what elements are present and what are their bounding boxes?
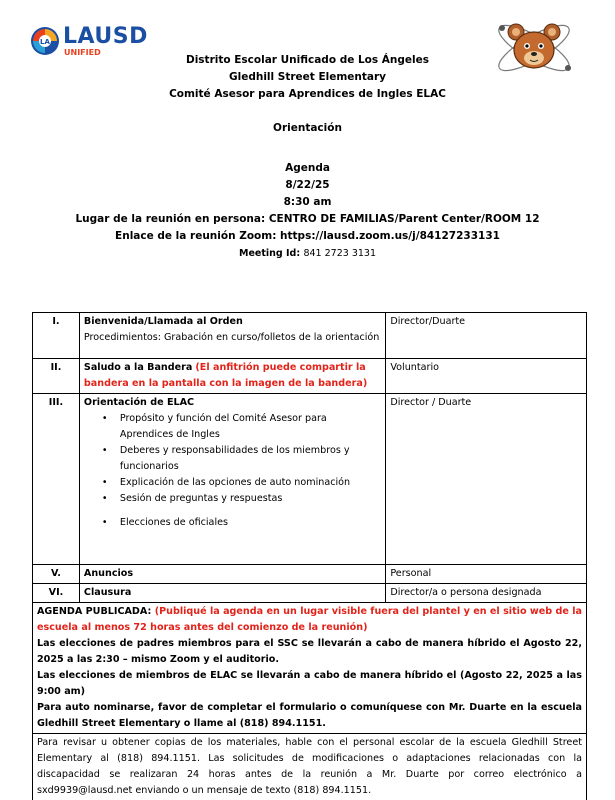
zoom-link[interactable]: Enlace de la reunión Zoom: https://lausd.zoom.us/j/84127233131 — [115, 230, 500, 242]
item-presenter: Voluntario — [386, 359, 587, 394]
item-title: Saludo a la Bandera — [83, 362, 193, 373]
self-nomination: Para auto nominarse, favor de completar el formulario o comuníquese con Mr. Duarte en la escuela Gledhill Street Elementary o llame al (818) 894.1151. — [37, 702, 582, 729]
orientation-topics — [98, 411, 381, 531]
table-row — [33, 359, 587, 394]
item-number: I. — [33, 313, 80, 359]
table-row — [33, 584, 587, 603]
announcements-cell — [33, 603, 587, 734]
list-item: • Sesión de preguntas y respuestas — [98, 491, 381, 507]
posted-label: AGENDA PUBLICADA: — [37, 606, 152, 617]
district-name: Distrito Escolar Unificado de Los Ángeles — [185, 54, 430, 66]
posted-notice — [37, 604, 582, 636]
meeting-info — [0, 160, 615, 262]
item-detail: Procedimientos: Grabación en curso/folletos de la orientación — [83, 332, 380, 343]
table-row — [33, 313, 587, 359]
item-cell — [79, 313, 385, 359]
list-item: • Propósito y función del Comité Asesor para Aprendices de Ingles — [98, 411, 381, 443]
committee-name: Comité Asesor para Aprendices de Ingles ELAC — [169, 88, 446, 100]
meeting-id-label: Meeting Id: — [239, 248, 301, 259]
item-title: Clausura — [79, 584, 385, 603]
meeting-date: 8/22/25 — [285, 179, 330, 191]
item-presenter: Director/a o persona designada — [386, 584, 587, 603]
table-row — [33, 394, 587, 565]
elac-elections: Las elecciones de miembros de ELAC se llevarán a cabo de manera híbrido el (Agosto 22, 2025 a las 9:00 am) — [37, 670, 582, 697]
school-name: Gledhill Street Elementary — [228, 71, 387, 83]
table-row — [33, 734, 587, 800]
item-note: (El anfitrión puede compartir la bandera en la pantalla con la imagen de la bandera) — [83, 362, 368, 389]
item-number: VI. — [33, 584, 80, 603]
item-presenter: Personal — [386, 565, 587, 584]
materials-notice: Para revisar u obtener copias de los materiales, hable con el personal escolar de la escuela Gledhill Street Elementary al (818) 894.1151. Las solicitudes de modificaciones o adaptaciones relacionadas con la discapacidad se realizaran 24 horas antes de la reunión a Mr. Duarte por correo electrónico a sxd9939@lausd.net enviando o un mensaje de texto (818) 894.1151. — [33, 734, 587, 800]
ssc-elections: Las elecciones de padres miembros para el SSC se llevarán a cabo de manera híbrido el Agosto 22, 2025 a las 2:30 – mismo Zoom y el auditorio. — [37, 638, 582, 665]
list-item: • Explicación de las opciones de auto nominación — [98, 475, 381, 491]
table-row — [33, 603, 587, 734]
meeting-time: 8:30 am — [283, 196, 332, 208]
list-item: • Elecciones de oficiales — [98, 515, 381, 531]
item-title: Orientación de ELAC — [83, 397, 195, 408]
meeting-location: Lugar de la reunión en persona: CENTRO DE FAMILIAS/Parent Center/ROOM 12 — [75, 213, 540, 225]
item-cell — [79, 359, 385, 394]
item-number: V. — [33, 565, 80, 584]
posted-note: (Publiqué la agenda en un lugar visible fuera del plantel y en el sitio web de la escuela al menos 72 horas antes del comienzo de la reunión) — [37, 606, 583, 633]
meeting-id — [0, 245, 615, 262]
item-title: Bienvenida/Llamada al Orden — [83, 316, 243, 327]
logo-name: LAUSD — [63, 24, 148, 49]
item-presenter: Director/Duarte — [386, 313, 587, 359]
item-presenter: Director / Duarte — [386, 394, 587, 565]
meeting-id-value: 841 2723 3131 — [303, 248, 376, 259]
list-item: • Deberes y responsabilidades de los miembros y funcionarios — [98, 443, 381, 475]
agenda-table — [32, 312, 587, 800]
header-block — [0, 52, 615, 103]
svg-text:LA: LA — [40, 38, 50, 46]
agenda-title: Agenda — [285, 162, 330, 174]
orientation-title: Orientación — [273, 122, 342, 134]
logo-sub: UNIFIED — [64, 48, 101, 57]
item-title: Anuncios — [79, 565, 385, 584]
item-cell — [79, 394, 385, 565]
item-number: II. — [33, 359, 80, 394]
item-number: III. — [33, 394, 80, 565]
table-row — [33, 565, 587, 584]
